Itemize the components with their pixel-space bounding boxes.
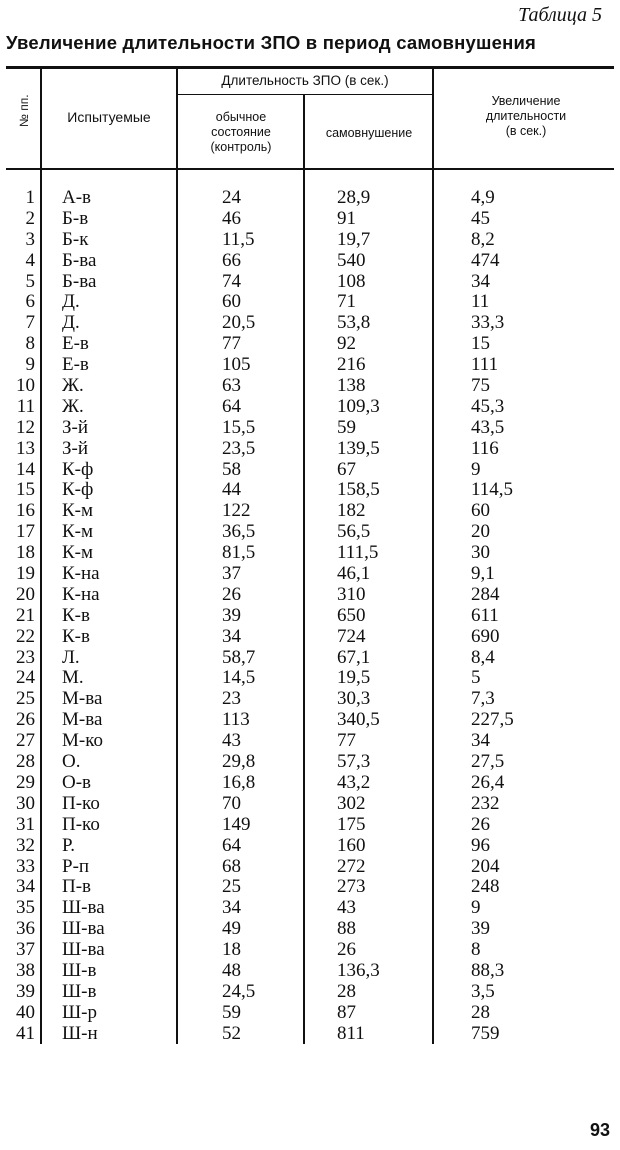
subject-cell: П-в (62, 876, 92, 898)
increase-cell: 690 (471, 625, 500, 647)
table-row (0, 439, 620, 460)
row-number-cell: 37 (16, 939, 35, 961)
increase-cell: 88,3 (471, 959, 505, 981)
increase-cell: 34 (471, 270, 490, 292)
control-cell: 15,5 (222, 416, 256, 438)
table-row (0, 606, 620, 627)
control-cell: 34 (222, 625, 241, 647)
self-suggestion-cell: 56,5 (337, 521, 371, 543)
control-cell: 149 (222, 813, 251, 835)
subject-cell: З-й (62, 416, 89, 438)
header-subject: Испытуемые (67, 109, 151, 125)
control-cell: 52 (222, 1022, 241, 1044)
increase-cell: 759 (471, 1022, 500, 1044)
self-suggestion-cell: 57,3 (337, 751, 371, 773)
subject-cell: А-в (62, 187, 92, 208)
self-suggestion-cell: 26 (337, 939, 356, 961)
subject-cell: М-ко (62, 730, 103, 752)
control-cell: 37 (222, 563, 241, 585)
table-row (0, 272, 620, 293)
self-suggestion-cell: 216 (337, 354, 366, 376)
increase-cell: 20 (471, 521, 490, 543)
row-number-cell: 3 (25, 228, 35, 250)
control-cell: 59 (222, 1001, 241, 1023)
control-cell: 26 (222, 583, 241, 605)
subject-cell: К-ф (62, 458, 94, 480)
subject-cell: Ш-н (62, 1022, 98, 1044)
self-suggestion-cell: 67 (337, 458, 356, 480)
control-cell: 44 (222, 479, 241, 501)
subject-cell: П-ко (62, 792, 100, 814)
header-increase (436, 94, 616, 139)
row-number-cell: 20 (16, 583, 35, 605)
subject-cell: Е-в (62, 333, 89, 355)
increase-cell: 8,4 (471, 646, 495, 668)
row-number-cell: 25 (16, 688, 35, 710)
subject-cell: Б-ва (62, 249, 97, 271)
subject-cell: Ж. (62, 375, 84, 397)
subject-cell: К-на (62, 563, 100, 585)
increase-cell: 15 (471, 333, 490, 355)
header-control-line1: обычное (215, 110, 267, 124)
self-suggestion-cell: 19,5 (337, 667, 371, 689)
self-suggestion-cell: 182 (337, 500, 366, 522)
increase-cell: 611 (471, 604, 499, 626)
subject-cell: Ш-в (62, 980, 97, 1002)
increase-cell: 96 (471, 834, 490, 856)
row-number-cell: 22 (16, 625, 35, 647)
increase-cell: 5 (471, 667, 481, 689)
control-cell: 18 (222, 939, 241, 961)
increase-cell: 7,3 (471, 688, 495, 710)
table-row (0, 230, 620, 251)
table-row (0, 857, 620, 878)
self-suggestion-cell: 59 (337, 416, 356, 438)
control-cell: 77 (222, 333, 241, 355)
control-cell: 68 (222, 855, 241, 877)
header-control-line2: состояние (211, 125, 271, 139)
row-number-cell: 10 (16, 375, 35, 397)
row-number-cell: 28 (16, 751, 35, 773)
page-number: 93 (589, 1120, 610, 1140)
table-title: Увеличение длительности ЗПО в период самовнушения (6, 32, 537, 53)
header-self-suggestion: самовнушение (325, 126, 413, 140)
subject-cell: Ж. (62, 395, 84, 417)
increase-cell: 26 (471, 813, 490, 835)
header-bottom-rule (6, 168, 614, 170)
subject-cell: Ш-ва (62, 939, 105, 961)
row-number-cell: 24 (16, 667, 35, 689)
control-cell: 122 (222, 500, 251, 522)
table-row (0, 836, 620, 857)
subject-cell: М. (62, 667, 84, 689)
table-row (0, 376, 620, 397)
row-number-cell: 29 (16, 771, 35, 793)
subject-cell: З-й (62, 437, 89, 459)
row-number-cell: 8 (25, 333, 35, 355)
self-suggestion-cell: 175 (337, 813, 366, 835)
table-row (0, 752, 620, 773)
increase-cell: 43,5 (471, 416, 505, 438)
row-number-cell: 26 (16, 709, 35, 731)
row-number-cell: 15 (16, 479, 35, 501)
table-row (0, 397, 620, 418)
increase-cell: 3,5 (471, 980, 495, 1002)
top-rule (6, 66, 614, 69)
increase-cell: 9,1 (471, 563, 495, 585)
row-number-cell: 2 (25, 207, 35, 229)
control-cell: 63 (222, 375, 241, 397)
subject-cell: Б-в (62, 207, 89, 229)
row-number-cell: 36 (16, 918, 35, 940)
control-cell: 66 (222, 249, 241, 271)
row-number-cell: 34 (16, 876, 35, 898)
control-cell: 105 (222, 354, 251, 376)
row-number-cell: 4 (25, 249, 35, 271)
header-control-line3: (контроль) (210, 140, 272, 154)
header-increase-line2: длительности (485, 109, 567, 123)
control-cell: 48 (222, 959, 241, 981)
control-cell: 34 (222, 897, 241, 919)
row-number-cell: 5 (25, 270, 35, 292)
control-cell: 24 (222, 187, 241, 208)
duration-group-rule (178, 94, 432, 95)
table-row (0, 251, 620, 272)
row-number-cell: 11 (16, 395, 35, 417)
subject-cell: Ш-в (62, 959, 97, 981)
table-row (0, 919, 620, 940)
header-duration-group: Длительность ЗПО (в сек.) (221, 73, 389, 88)
self-suggestion-cell: 53,8 (337, 312, 371, 334)
self-suggestion-cell: 724 (337, 625, 366, 647)
row-number-cell: 1 (25, 187, 35, 208)
table-row (0, 1024, 620, 1045)
header-increase-line1: Увеличение (491, 94, 561, 108)
control-cell: 14,5 (222, 667, 256, 689)
self-suggestion-cell: 46,1 (337, 563, 371, 585)
control-cell: 49 (222, 918, 241, 940)
row-number-cell: 27 (16, 730, 35, 752)
self-suggestion-cell: 71 (337, 291, 356, 313)
self-suggestion-cell: 19,7 (337, 228, 371, 250)
self-suggestion-cell: 92 (337, 333, 356, 355)
self-suggestion-cell: 67,1 (337, 646, 371, 668)
self-suggestion-cell: 77 (337, 730, 356, 752)
subject-cell: К-ф (62, 479, 94, 501)
self-suggestion-cell: 811 (337, 1022, 365, 1044)
row-number-cell: 14 (16, 458, 35, 480)
table-row (0, 209, 620, 230)
self-suggestion-cell: 88 (337, 918, 356, 940)
subject-cell: Ш-ва (62, 897, 105, 919)
self-suggestion-cell: 28,9 (337, 187, 371, 208)
increase-cell: 60 (471, 500, 490, 522)
table-row (0, 668, 620, 689)
control-cell: 24,5 (222, 980, 256, 1002)
control-cell: 39 (222, 604, 241, 626)
subject-cell: Е-в (62, 354, 89, 376)
table-row (0, 773, 620, 794)
self-suggestion-cell: 136,3 (337, 959, 380, 981)
self-suggestion-cell: 540 (337, 249, 366, 271)
table-row (0, 794, 620, 815)
increase-cell: 34 (471, 730, 490, 752)
self-suggestion-cell: 87 (337, 1001, 356, 1023)
row-number-cell: 38 (16, 959, 35, 981)
increase-cell: 8 (471, 939, 481, 961)
control-cell: 81,5 (222, 542, 256, 564)
row-number-cell: 7 (25, 312, 35, 334)
subject-cell: Б-ва (62, 270, 97, 292)
subject-cell: П-ко (62, 813, 100, 835)
control-cell: 23 (222, 688, 241, 710)
increase-cell: 474 (471, 249, 500, 271)
self-suggestion-cell: 91 (337, 207, 356, 229)
table-row (0, 418, 620, 439)
self-suggestion-cell: 158,5 (337, 479, 380, 501)
subject-cell: К-в (62, 604, 90, 626)
subject-cell: М-ва (62, 709, 103, 731)
row-number-cell: 9 (25, 354, 35, 376)
self-suggestion-cell: 650 (337, 604, 366, 626)
subject-cell: Ш-ва (62, 918, 105, 940)
row-number-cell: 32 (16, 834, 35, 856)
self-suggestion-cell: 139,5 (337, 437, 380, 459)
subject-cell: Л. (62, 646, 80, 668)
subject-cell: К-м (62, 542, 94, 564)
increase-cell: 26,4 (471, 771, 505, 793)
subject-cell: К-м (62, 521, 94, 543)
table-row (0, 460, 620, 481)
increase-cell: 111 (471, 354, 499, 376)
control-cell: 43 (222, 730, 241, 752)
control-cell: 11,5 (222, 228, 255, 250)
control-cell: 23,5 (222, 437, 256, 459)
self-suggestion-cell: 160 (337, 834, 366, 856)
table-row (0, 648, 620, 669)
table-row (0, 480, 620, 501)
row-number-cell: 33 (16, 855, 35, 877)
self-suggestion-cell: 273 (337, 876, 366, 898)
increase-cell: 248 (471, 876, 500, 898)
row-number-cell: 13 (16, 437, 35, 459)
table-row (0, 501, 620, 522)
increase-cell: 45,3 (471, 395, 505, 417)
control-cell: 46 (222, 207, 241, 229)
increase-cell: 11 (471, 291, 490, 313)
table-row (0, 689, 620, 710)
subject-cell: Р-п (62, 855, 90, 877)
row-number-cell: 41 (16, 1022, 35, 1044)
control-cell: 36,5 (222, 521, 256, 543)
subject-cell: Б-к (62, 228, 89, 250)
self-suggestion-cell: 43,2 (337, 771, 371, 793)
self-suggestion-cell: 340,5 (337, 709, 380, 731)
table-row (0, 815, 620, 836)
increase-cell: 39 (471, 918, 490, 940)
row-number-cell: 39 (16, 980, 35, 1002)
control-cell: 60 (222, 291, 241, 313)
control-cell: 20,5 (222, 312, 256, 334)
subject-cell: О-в (62, 771, 92, 793)
self-suggestion-cell: 30,3 (337, 688, 371, 710)
subject-cell: К-м (62, 500, 94, 522)
table-row (0, 313, 620, 334)
table-row (0, 877, 620, 898)
increase-cell: 33,3 (471, 312, 505, 334)
control-cell: 70 (222, 792, 241, 814)
increase-cell: 227,5 (471, 709, 514, 731)
row-number-cell: 17 (16, 521, 35, 543)
increase-cell: 114,5 (471, 479, 514, 501)
row-number-cell: 35 (16, 897, 35, 919)
table-row (0, 188, 620, 209)
increase-cell: 9 (471, 897, 481, 919)
self-suggestion-cell: 310 (337, 583, 366, 605)
row-number-cell: 23 (16, 646, 35, 668)
self-suggestion-cell: 108 (337, 270, 366, 292)
subject-cell: Р. (62, 834, 75, 856)
increase-cell: 27,5 (471, 751, 505, 773)
table-row (0, 940, 620, 961)
increase-cell: 9 (471, 458, 481, 480)
control-cell: 74 (222, 270, 241, 292)
self-suggestion-cell: 111,5 (337, 542, 379, 564)
self-suggestion-cell: 43 (337, 897, 356, 919)
table-row (0, 543, 620, 564)
table-row (0, 355, 620, 376)
table-row (0, 292, 620, 313)
control-cell: 58,7 (222, 646, 256, 668)
table-row (0, 898, 620, 919)
table-row (0, 710, 620, 731)
table-label: Таблица 5 (518, 4, 602, 26)
control-cell: 64 (222, 834, 241, 856)
increase-cell: 28 (471, 1001, 490, 1023)
increase-cell: 4,9 (471, 187, 495, 208)
row-number-cell: 16 (16, 500, 35, 522)
subject-cell: Д. (62, 312, 80, 334)
control-cell: 29,8 (222, 751, 256, 773)
increase-cell: 30 (471, 542, 490, 564)
row-number-cell: 18 (16, 542, 35, 564)
subject-cell: К-в (62, 625, 90, 647)
table-row (0, 731, 620, 752)
row-number-cell: 12 (16, 416, 35, 438)
increase-cell: 75 (471, 375, 490, 397)
self-suggestion-cell: 138 (337, 375, 366, 397)
table-row (0, 961, 620, 982)
subject-cell: К-на (62, 583, 100, 605)
subject-cell: Ш-р (62, 1001, 97, 1023)
table-row (0, 522, 620, 543)
control-cell: 113 (222, 709, 250, 731)
table-body (0, 188, 620, 1045)
table-row (0, 982, 620, 1003)
increase-cell: 232 (471, 792, 500, 814)
header-row-number: № пп. (17, 94, 31, 127)
table-row (0, 564, 620, 585)
row-number-cell: 30 (16, 792, 35, 814)
increase-cell: 45 (471, 207, 490, 229)
self-suggestion-cell: 28 (337, 980, 356, 1002)
table-row (0, 585, 620, 606)
self-suggestion-cell: 302 (337, 792, 366, 814)
increase-cell: 8,2 (471, 228, 495, 250)
header-increase-line3: (в сек.) (505, 124, 547, 138)
subject-cell: М-ва (62, 688, 103, 710)
subject-cell: Д. (62, 291, 80, 313)
table-row (0, 334, 620, 355)
control-cell: 64 (222, 395, 241, 417)
row-number-cell: 6 (25, 291, 35, 313)
control-cell: 16,8 (222, 771, 256, 793)
increase-cell: 116 (471, 437, 499, 459)
increase-cell: 204 (471, 855, 500, 877)
row-number-cell: 31 (16, 813, 35, 835)
control-cell: 25 (222, 876, 241, 898)
subject-cell: О. (62, 751, 81, 773)
row-number-cell: 40 (16, 1001, 35, 1023)
self-suggestion-cell: 272 (337, 855, 366, 877)
increase-cell: 284 (471, 583, 500, 605)
row-number-cell: 19 (16, 563, 35, 585)
table-row (0, 627, 620, 648)
header-control (180, 110, 302, 155)
row-number-cell: 21 (16, 604, 35, 626)
self-suggestion-cell: 109,3 (337, 395, 380, 417)
control-cell: 58 (222, 458, 241, 480)
table-row (0, 1003, 620, 1024)
